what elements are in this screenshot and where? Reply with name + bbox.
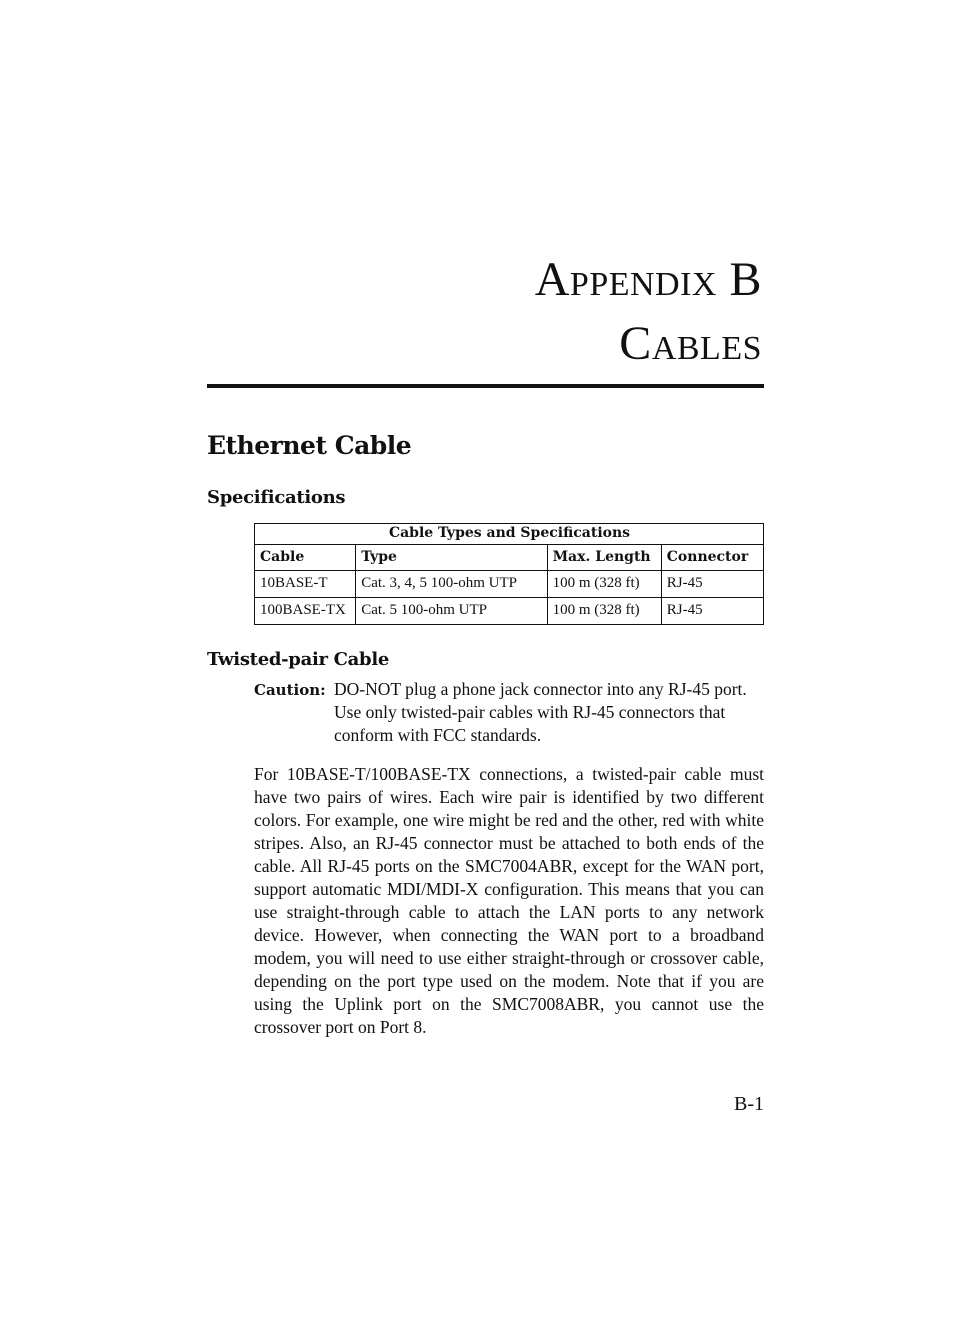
cell-cable: 100BASE-TX <box>255 598 356 625</box>
section-heading: Ethernet Cable <box>207 431 412 460</box>
table-caption-row <box>255 524 764 545</box>
chapter-title: Cables <box>619 317 762 370</box>
cell-max-length: 100 m (328 ft) <box>547 571 661 598</box>
column-header-cable: Cable <box>255 545 356 571</box>
caution-label: Caution: <box>254 681 326 699</box>
caution-note <box>254 678 764 747</box>
title-rule <box>207 384 764 388</box>
body-paragraph: For 10BASE-T/100BASE-TX connections, a twisted-pair cable must have two pairs of wires. Each wire pair is identified by two different colors. For example, one wire might be red and the other, red with white stripes. Also, an RJ-45 connector must be attached to both ends of the cable. All RJ-45 ports on the SMC7004ABR, except for the WAN port, support automatic MDI/MDI-X configuration. This means that you can use straight-through cable to attach the LAN ports to any network device. However, when connecting the WAN port to a broadband modem, you will need to use either straight-through or crossover cable, depending on the port type used on the modem. Note that if you are using the Uplink port on the SMC7008ABR, you cannot use the crossover port on Port 8. <box>254 764 764 1037</box>
cell-connector: RJ-45 <box>661 598 763 625</box>
caution-text: DO-NOT plug a phone jack connector into any RJ-45 port. Use only twisted-pair cables with RJ-45 connectors that conform with FCC standards. <box>334 679 747 745</box>
twisted-pair-heading: Twisted-pair Cable <box>207 649 390 670</box>
table-row <box>255 598 764 625</box>
cell-type: Cat. 5 100-ohm UTP <box>356 598 547 625</box>
column-header-max-length: Max. Length <box>547 545 661 571</box>
column-header-connector: Connector <box>661 545 763 571</box>
cell-connector: RJ-45 <box>661 571 763 598</box>
cell-max-length: 100 m (328 ft) <box>547 598 661 625</box>
table-caption: Cable Types and Specifications <box>255 524 764 545</box>
table-row <box>255 571 764 598</box>
appendix-label: Appendix B <box>534 253 762 306</box>
page-number: B-1 <box>734 1093 764 1115</box>
table-header-row <box>255 545 764 571</box>
specifications-heading: Specifications <box>207 487 346 508</box>
cable-specifications-table <box>254 523 764 625</box>
cell-cable: 10BASE-T <box>255 571 356 598</box>
cell-type: Cat. 3, 4, 5 100-ohm UTP <box>356 571 547 598</box>
column-header-type: Type <box>356 545 547 571</box>
